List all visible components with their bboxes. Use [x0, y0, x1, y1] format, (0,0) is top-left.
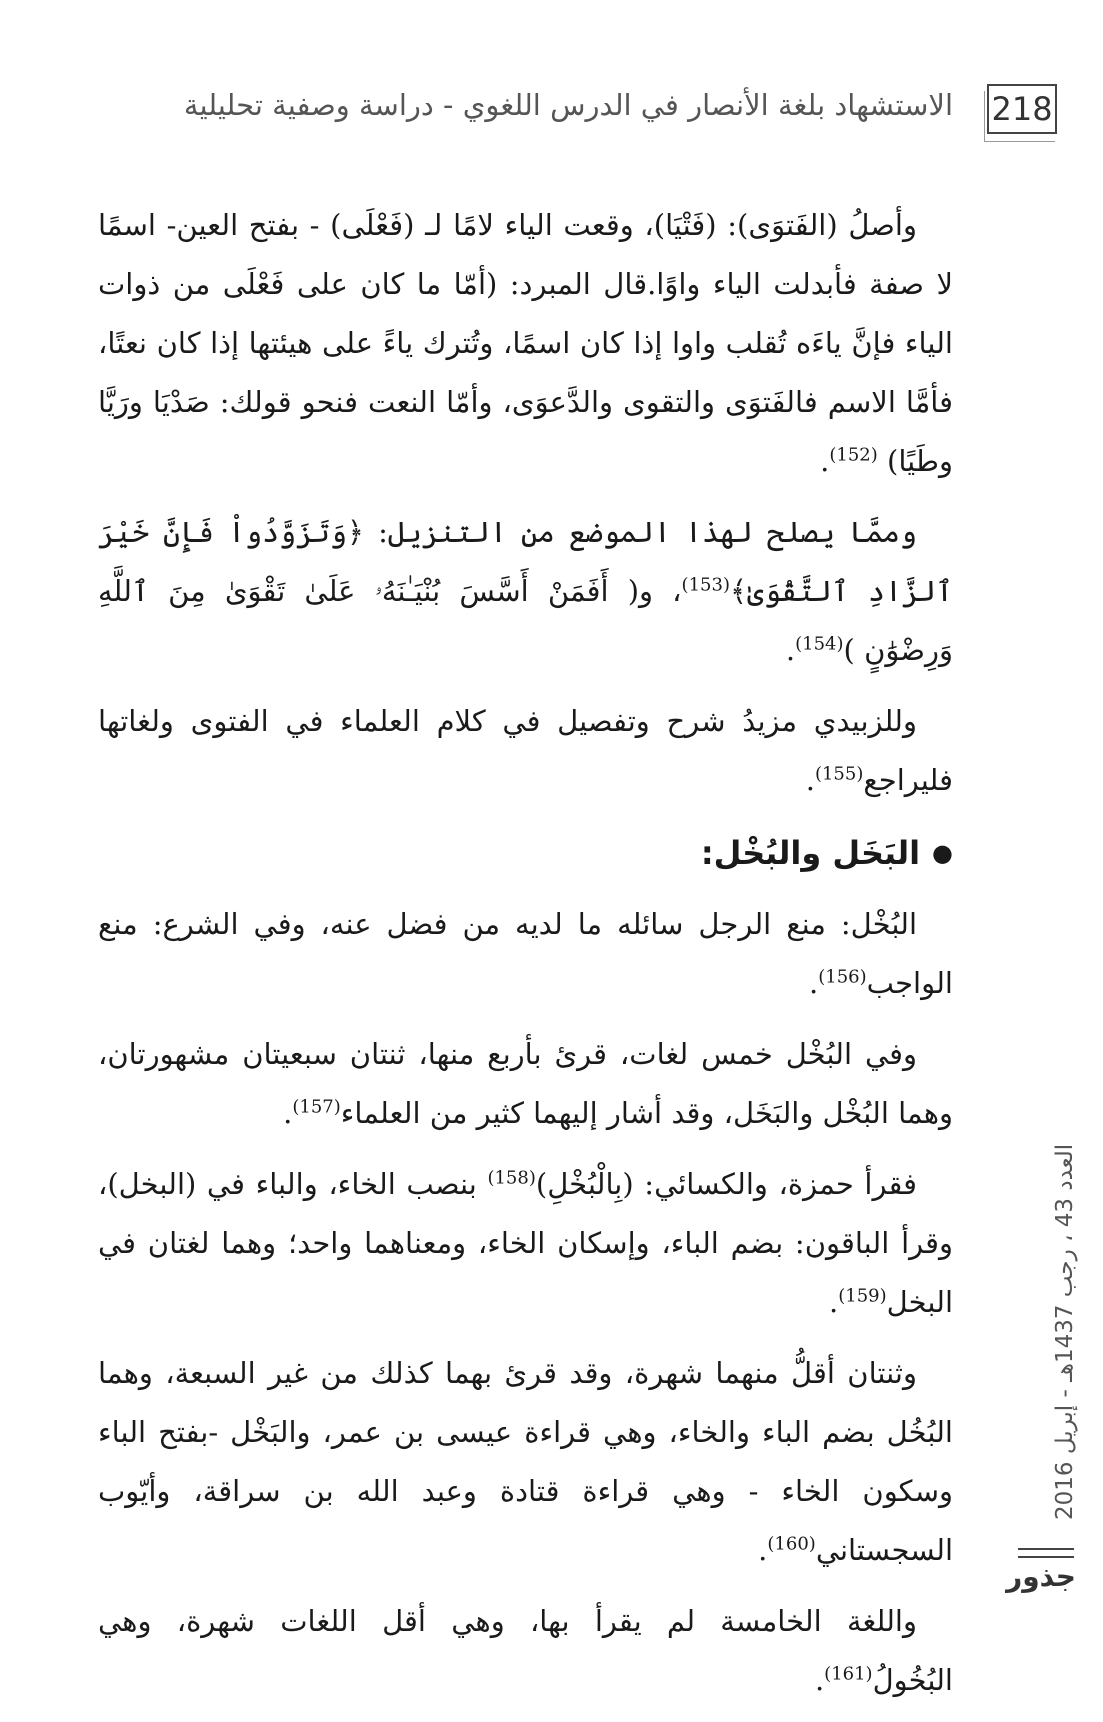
footnote-ref[interactable]: (156) — [818, 966, 867, 988]
paragraph-fifth-form: واللغة الخامسة لم يقرأ بها، وهي أقل اللغات شهرة، وهي البُخُولُ$^{(161)}$. — [98, 1604, 953, 1697]
footnote-ref[interactable]: (157) — [292, 1096, 341, 1118]
paragraph-fatwa: وأصلُ (الفَتوَى): (فَتْيَا)، وقعت الياء لامًا لـ (فَعْلَى) - بفتح العين- اسمًا لا صفة فأبدلت الياء واوًا.قال المبرد: (أمّا ما كان على فَعْلَى من ذوات الياء فإنَّ ياءَه تُقلب واوا إذا كان اسمًا، وتُترك ياءً على هيئتها إذا كان نعتًا، فأمَّا الاسم فالفَتوَى والتقوى والدَّعوَى، وأمّا النعت فنحو قولك: صَدْيَا ورَيَّا وطَيًا) $^{(152)}$. — [98, 208, 953, 478]
journal-rule — [1018, 1548, 1074, 1558]
bullet-icon: ● — [932, 839, 953, 867]
footnote-ref[interactable]: (154) — [795, 633, 844, 655]
footnote-ref[interactable]: (160) — [767, 1533, 816, 1555]
issue-info: العدد 43 ، رجب 1437هـ - إبريل 2016 — [1052, 1143, 1078, 1520]
footnote-ref[interactable]: (161) — [824, 1663, 873, 1685]
footnote-ref[interactable]: (158) — [487, 1167, 536, 1189]
paragraph-quran-citation: وممَّا يصلح لهذا الموضع من التنزيل: ﴿وَتَزَوَّدُواْ فَإِنَّ خَيْرَ ٱلزَّادِ ٱلتَّقْوَىٰ﴾$^{(153)}$، و( أَفَمَنْ أَسَّسَ بُنْيَـٰنَهُۥ عَلَىٰ تَقْوَىٰ مِنَ ٱللَّهِ وَرِضْوَٰنٍ )$^{(154)}$. — [98, 515, 954, 667]
article-body — [98, 196, 953, 1722]
paragraph-five-forms: وفي البُخْل خمس لغات، قرئ بأربع منها، ثنتان سبعيتان مشهورتان، وهما البُخْل والبَخَل، وقد أشار إليهما كثير من العلماء$^{(157)}$. — [98, 1037, 953, 1130]
footnote-ref[interactable]: (159) — [838, 1285, 887, 1307]
paragraph-readings: فقرأ حمزة، والكسائي: (بِالْبُخْلِ)$^{(158)}$ بنصب الخاء، والباء في (البخل)، وقرأ الباقون: بضم الباء، وإسكان الخاء، ومعناهما واحد؛ وهما لغتان في البخل$^{(159)}$. — [98, 1167, 953, 1319]
paragraph-definition: البُخْل: منع الرجل سائله ما لديه من فضل عنه، وفي الشرع: منع الواجب$^{(156)}$. — [98, 907, 953, 1000]
footnote-ref[interactable]: (153) — [681, 574, 730, 596]
paragraph-zabidi: وللزبيدي مزيدُ شرح وتفصيل في كلام العلماء في الفتوى ولغاتها فليراجع$^{(155)}$. — [98, 704, 953, 797]
paragraph-rare-forms: وثنتان أقلُّ منهما شهرة، وقد قرئ بهما كذلك من غير السبعة، وهما البُخُل بضم الباء والخاء، وهي قراءة عيسى بن عمر، والبَخْل -بفتح الباء وسكون الخاء - وهي قراءة قتادة وعبد الله بن سراقة، وأيّوب السجستاني$^{(160)}$. — [98, 1356, 953, 1567]
footnote-ref[interactable]: (155) — [814, 763, 864, 785]
journal-logo: جذور — [1006, 1560, 1076, 1593]
running-title: الاستشهاد بلغة الأنصار في الدرس اللغوي - دراسة وصفية تحليلية — [183, 88, 953, 122]
section-heading: ● البَخَل والبُخْل: — [98, 824, 953, 883]
footnote-ref[interactable]: (152) — [829, 444, 878, 466]
page-number: 218 — [987, 84, 1057, 134]
